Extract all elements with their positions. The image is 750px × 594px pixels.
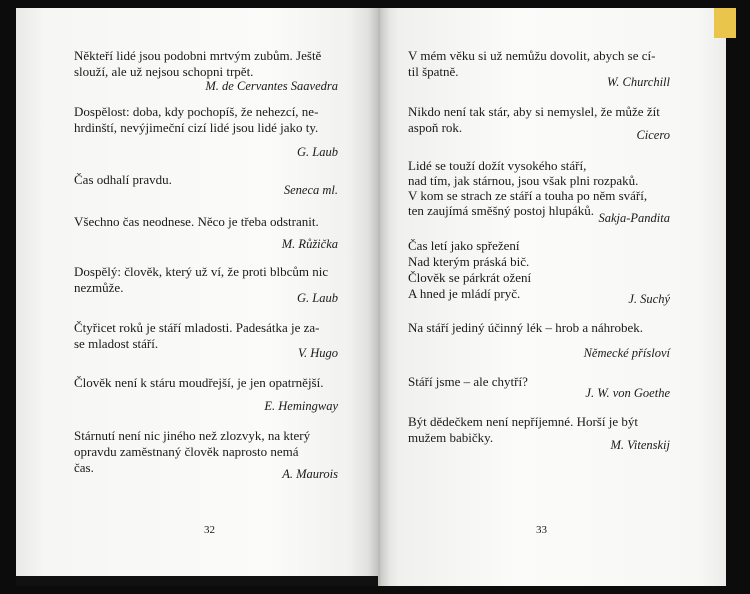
quote-line: Stáří jsme – ale chytří? xyxy=(408,374,528,389)
page-number: 32 xyxy=(204,524,215,536)
quote-line: hrdinští, nevýjimeční cizí lidé jsou lidé jako ty. xyxy=(74,120,319,135)
quote-line: čas. xyxy=(74,460,94,475)
quote-line: Lidé se touží dožít vysokého stáří, xyxy=(408,158,587,173)
quote-line: Všechno čas neodnese. Něco je třeba odstranit. xyxy=(74,214,319,229)
quote-line: Dospělost: doba, kdy pochopíš, že nehezcí, ne- xyxy=(74,104,319,119)
quote-line: Člověk se párkrát ožení xyxy=(408,270,532,285)
quote-author: Seneca ml. xyxy=(283,183,338,197)
quote-line: Čas letí jako spřežení xyxy=(408,238,520,253)
book-spine xyxy=(368,8,390,586)
quote-author: M. Růžička xyxy=(281,237,338,251)
quote-line: til špatně. xyxy=(408,64,459,79)
quote-line: se mladost stáří. xyxy=(74,336,159,351)
left-page xyxy=(16,8,378,586)
quote-line: Na stáří jediný účinný lék – hrob a náhrobek. xyxy=(408,320,644,335)
page-number: 33 xyxy=(536,524,547,536)
bookmark-tab xyxy=(714,8,736,38)
quote-line: V kom se strach ze stáří a touha po něm sváří, xyxy=(408,188,648,203)
quote-line: opravdu zaměstnaný člověk naprosto nemá xyxy=(74,444,299,459)
quote-line: A hned je mládí pryč. xyxy=(408,286,521,301)
quote-author: J. Suchý xyxy=(628,292,670,306)
quote-line: Dospělý: člověk, který už ví, že proti blbcům nic xyxy=(74,264,329,279)
quote-line: mužem babičky. xyxy=(408,430,494,445)
quote-author: Cicero xyxy=(636,128,670,142)
quote-author: E. Hemingway xyxy=(264,399,338,413)
quote-author: G. Laub xyxy=(297,145,338,159)
quote-author: V. Hugo xyxy=(297,346,338,360)
quote-line: nezmůže. xyxy=(74,280,124,295)
quote-line: ten zaujímá směšný postoj hlupáků. xyxy=(408,203,594,218)
open-book xyxy=(8,8,736,588)
quote-author: A. Maurois xyxy=(282,467,338,481)
quote-line: Někteří lidé jsou podobni mrtvým zubům. Ještě xyxy=(74,48,322,63)
quote-line: Čtyřicet roků je stáří mladosti. Padesátka je za- xyxy=(74,320,320,335)
quote-line: Člověk není k stáru moudřejší, je jen opatrnější. xyxy=(74,375,324,390)
page-bottom-edge xyxy=(16,576,378,586)
quote-line: aspoň rok. xyxy=(408,120,463,135)
quote-line: Nad kterým práská bič. xyxy=(408,254,530,269)
quote-line: Stárnutí není nic jiného než zlozvyk, na který xyxy=(74,428,311,443)
quote-line: Být dědečkem není nepříjemné. Horší je být xyxy=(408,414,638,429)
quote-author: Německé přísloví xyxy=(583,346,670,360)
quote-line: Čas odhalí pravdu. xyxy=(74,172,172,187)
quote-line: nad tím, jak stárnou, jsou však plni rozpaků. xyxy=(408,173,639,188)
quote-author: M. de Cervantes Saavedra xyxy=(205,79,338,93)
quote-author: Sakja-Pandita xyxy=(598,211,670,225)
quote-line: Nikdo není tak stár, aby si nemyslel, že může žít xyxy=(408,104,660,119)
quote-author: J. W. von Goethe xyxy=(585,386,670,400)
right-page xyxy=(378,8,726,586)
quote-line: V mém věku si už nemůžu dovolit, abych se cí- xyxy=(408,48,656,63)
quote-author: M. Vitenskij xyxy=(610,438,670,452)
quote-author: W. Churchill xyxy=(607,75,670,89)
quote-line: slouží, ale už nejsou schopni trpět. xyxy=(74,64,254,79)
quote-author: G. Laub xyxy=(297,291,338,305)
